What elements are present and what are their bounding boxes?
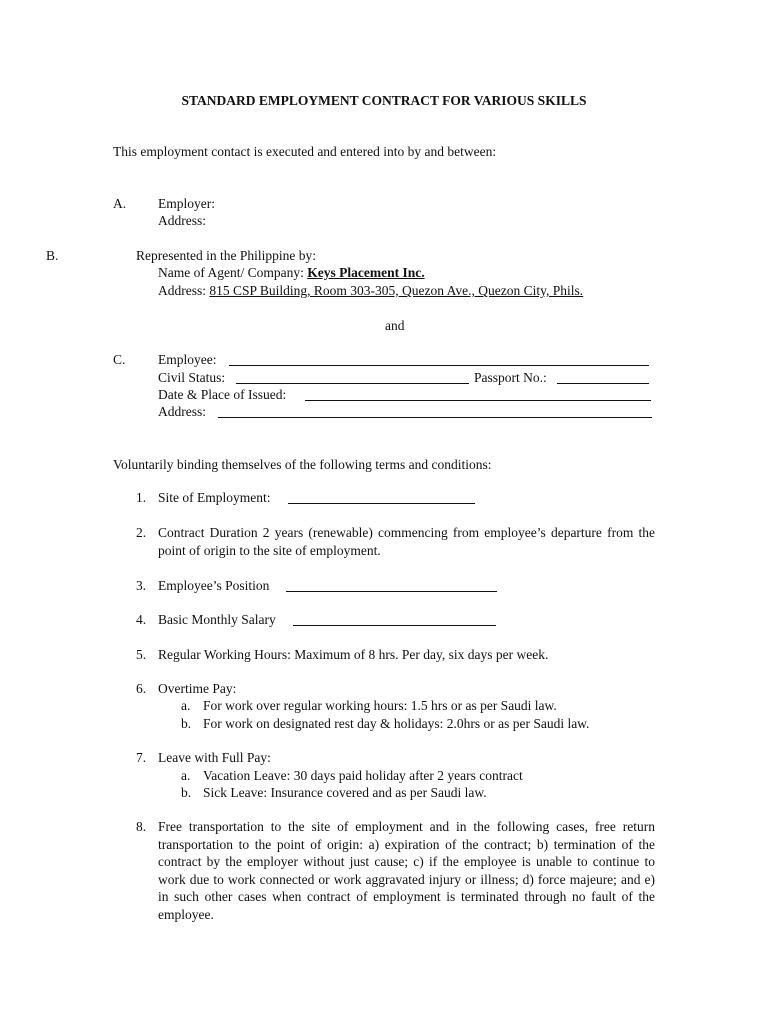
term-number: 6.: [136, 681, 147, 696]
employee-address-label: Address:: [158, 404, 206, 419]
employee-label: Employee:: [158, 352, 217, 367]
sub-letter: a.: [181, 768, 191, 783]
term-text: Leave with Full Pay:: [158, 750, 271, 765]
agent-value: Keys Placement Inc.: [307, 265, 425, 280]
page-title: STANDARD EMPLOYMENT CONTRACT FOR VARIOUS SKILLS: [181, 93, 587, 108]
intro-text: This employment contact is executed and entered into by and between:: [113, 144, 497, 159]
term-number: 1.: [136, 490, 147, 505]
term-number: 5.: [136, 647, 147, 662]
employer-label: Employer:: [158, 196, 215, 211]
sub-text: For work on designated rest day & holidays: 2.0hrs or as per Saudi law.: [203, 716, 590, 731]
agent-address-line: [158, 282, 583, 299]
employee-blank: [229, 351, 649, 366]
sub-text: Sick Leave: Insurance covered and as per Saudi law.: [203, 785, 487, 800]
term-number: 2.: [136, 525, 147, 540]
sub-letter: a.: [181, 698, 191, 713]
term-text: Site of Employment:: [158, 490, 271, 505]
employer-address-label: Address:: [158, 213, 206, 228]
term-text: Basic Monthly Salary: [158, 612, 276, 627]
term-text: Free transportation to the site of employment and in the following cases, free return transportation to the point of origin: a) expiration of the contract; b) termination of the contract by the employer without just cause; c) if the employee is unable to continue to work due to work connected or work aggravated injury or illness; d) force majeure; and e) in such other cases when contract of employment is terminated through no fault of the employee.: [158, 819, 655, 922]
salary-blank: [293, 611, 496, 626]
position-blank: [286, 577, 497, 592]
agent-line: [158, 264, 425, 281]
section-b-marker: B.: [46, 248, 59, 263]
passport-blank: [557, 369, 649, 384]
term-number: 7.: [136, 750, 147, 765]
sub-text: Vacation Leave: 30 days paid holiday after 2 years contract: [203, 768, 523, 783]
section-a-marker: A.: [113, 196, 127, 211]
and-text: and: [385, 318, 405, 333]
terms-intro: Voluntarily binding themselves of the following terms and conditions:: [113, 457, 492, 472]
term-text: Employee’s Position: [158, 578, 270, 593]
sub-letter: b.: [181, 716, 192, 731]
term-number: 8.: [136, 819, 147, 834]
civil-status-label: Civil Status:: [158, 370, 226, 385]
sub-text: For work over regular working hours: 1.5 hrs or as per Saudi law.: [203, 698, 557, 713]
site-blank: [288, 489, 475, 504]
sub-letter: b.: [181, 785, 192, 800]
term-text: Overtime Pay:: [158, 681, 237, 696]
passport-label: Passport No.:: [474, 370, 547, 385]
date-place-blank: [305, 386, 651, 401]
employee-address-blank: [218, 403, 652, 418]
term-number: 4.: [136, 612, 147, 627]
represented-text: Represented in the Philippine by:: [136, 248, 316, 263]
agent-address-value: 815 CSP Building, Room 303-305, Quezon Ave., Quezon City, Phils.: [209, 283, 584, 298]
civil-status-blank: [236, 369, 469, 384]
agent-address-label: Address:: [158, 283, 206, 298]
agent-label: Name of Agent/ Company:: [158, 265, 304, 280]
term-number: 3.: [136, 578, 147, 593]
date-place-label: Date & Place of Issued:: [158, 387, 287, 402]
section-c-marker: C.: [113, 352, 126, 367]
term-text: Regular Working Hours: Maximum of 8 hrs. Per day, six days per week.: [158, 647, 549, 662]
term-text: Contract Duration 2 years (renewable) commencing from employee’s departure from the point of origin to the site of employment.: [158, 525, 655, 558]
